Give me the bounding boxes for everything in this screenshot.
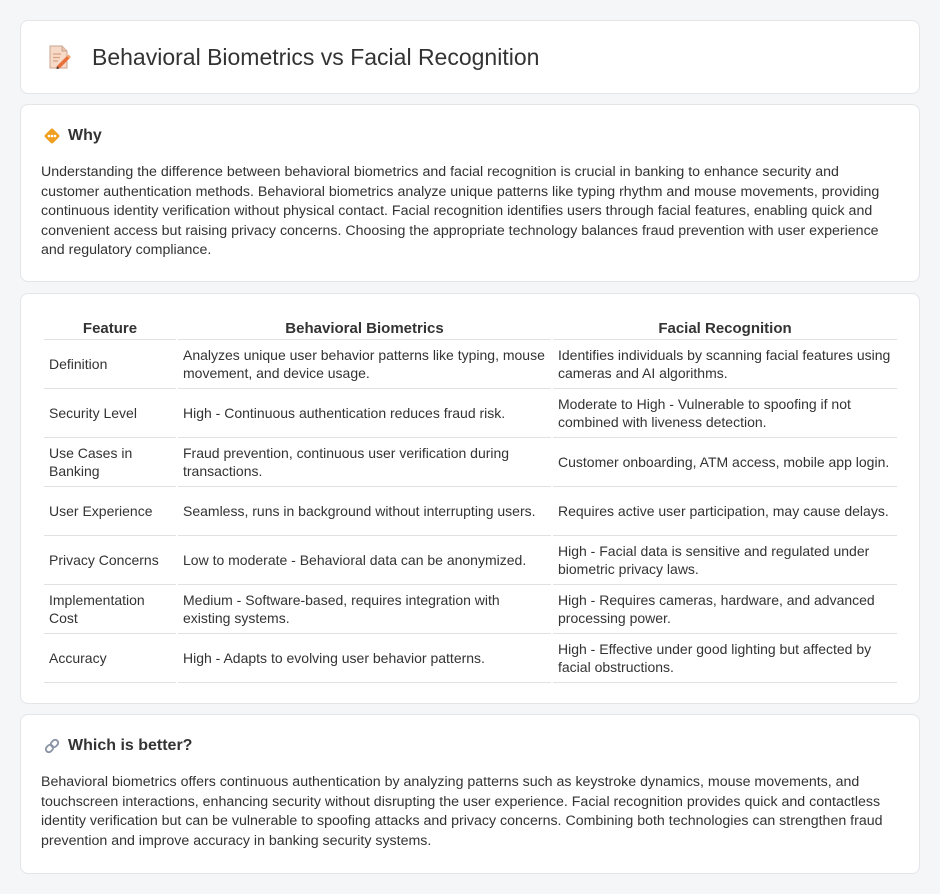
- feature-cell: Accuracy: [44, 634, 176, 683]
- feature-cell: Privacy Concerns: [44, 536, 176, 585]
- behavioral-cell: Analyzes unique user behavior patterns like typing, mouse movement, and device usage.: [178, 340, 551, 389]
- why-title: Why: [68, 127, 102, 144]
- feature-cell: Security Level: [44, 389, 176, 438]
- which-better-title: Which is better?: [68, 737, 193, 754]
- behavioral-cell: Seamless, runs in background without interrupting users.: [178, 487, 551, 536]
- why-section: [20, 104, 920, 282]
- facial-cell: Moderate to High - Vulnerable to spoofing if not combined with liveness detection.: [553, 389, 897, 438]
- table-row: [44, 585, 897, 634]
- table-header-row: [44, 314, 897, 340]
- facial-cell: Customer onboarding, ATM access, mobile app login.: [553, 438, 897, 487]
- facial-cell: High - Facial data is sensitive and regulated under biometric privacy laws.: [553, 536, 897, 585]
- behavioral-cell: High - Adapts to evolving user behavior patterns.: [178, 634, 551, 683]
- table-row: [44, 536, 897, 585]
- which-better-section: [20, 714, 920, 874]
- behavioral-cell: Medium - Software-based, requires integration with existing systems.: [178, 585, 551, 634]
- behavioral-cell: High - Continuous authentication reduces fraud risk.: [178, 389, 551, 438]
- facial-cell: High - Effective under good lighting but affected by facial obstructions.: [553, 634, 897, 683]
- behavioral-cell: Low to moderate - Behavioral data can be anonymized.: [178, 536, 551, 585]
- table-row: [44, 389, 897, 438]
- header-feature: Feature: [44, 314, 176, 340]
- why-text: Understanding the difference between behavioral biometrics and facial recognition is crucial in banking to enhance security and customer authentication methods. Behavioral biometrics analyze unique patterns like typing rhythm and mouse movements, providing continuous identity verification without physical contact. Facial recognition identifies users through facial features, enabling quick and convenient access but raising privacy concerns. Choosing the appropriate technology balances fraud prevention with user experience and regulatory compliance.: [41, 164, 880, 259]
- header-behavioral: Behavioral Biometrics: [178, 314, 551, 340]
- facial-cell: Requires active user participation, may cause delays.: [553, 487, 897, 536]
- facial-cell: High - Requires cameras, hardware, and advanced processing power.: [553, 585, 897, 634]
- feature-cell: Definition: [44, 340, 176, 389]
- behavioral-cell: Fraud prevention, continuous user verification during transactions.: [178, 438, 551, 487]
- comparison-table: [42, 314, 899, 683]
- link-icon: [43, 737, 61, 755]
- facial-cell: Identifies individuals by scanning facial features using cameras and AI algorithms.: [553, 340, 897, 389]
- feature-cell: Use Cases in Banking: [44, 438, 176, 487]
- document-pencil-icon: [46, 44, 72, 70]
- feature-cell: Implementation Cost: [44, 585, 176, 634]
- header-card: [20, 20, 920, 94]
- comparison-card: [20, 293, 920, 704]
- feature-cell: User Experience: [44, 487, 176, 536]
- page-title: Behavioral Biometrics vs Facial Recognition: [92, 43, 540, 70]
- diamond-warning-icon: [43, 127, 61, 145]
- which-better-text: Behavioral biometrics offers continuous authentication by analyzing patterns such as keystroke dynamics, mouse movements, and touchscreen interactions, enhancing security without disrupting the user experience. Facial recognition provides quick and contactless identity verification but can be vulnerable to spoofing attacks and privacy concerns. Combining both technologies can strengthen fraud prevention and improve accuracy in banking security systems.: [41, 774, 883, 849]
- header-facial: Facial Recognition: [553, 314, 897, 340]
- table-row: [44, 487, 897, 536]
- table-row: [44, 340, 897, 389]
- table-row: [44, 438, 897, 487]
- table-row: [44, 634, 897, 683]
